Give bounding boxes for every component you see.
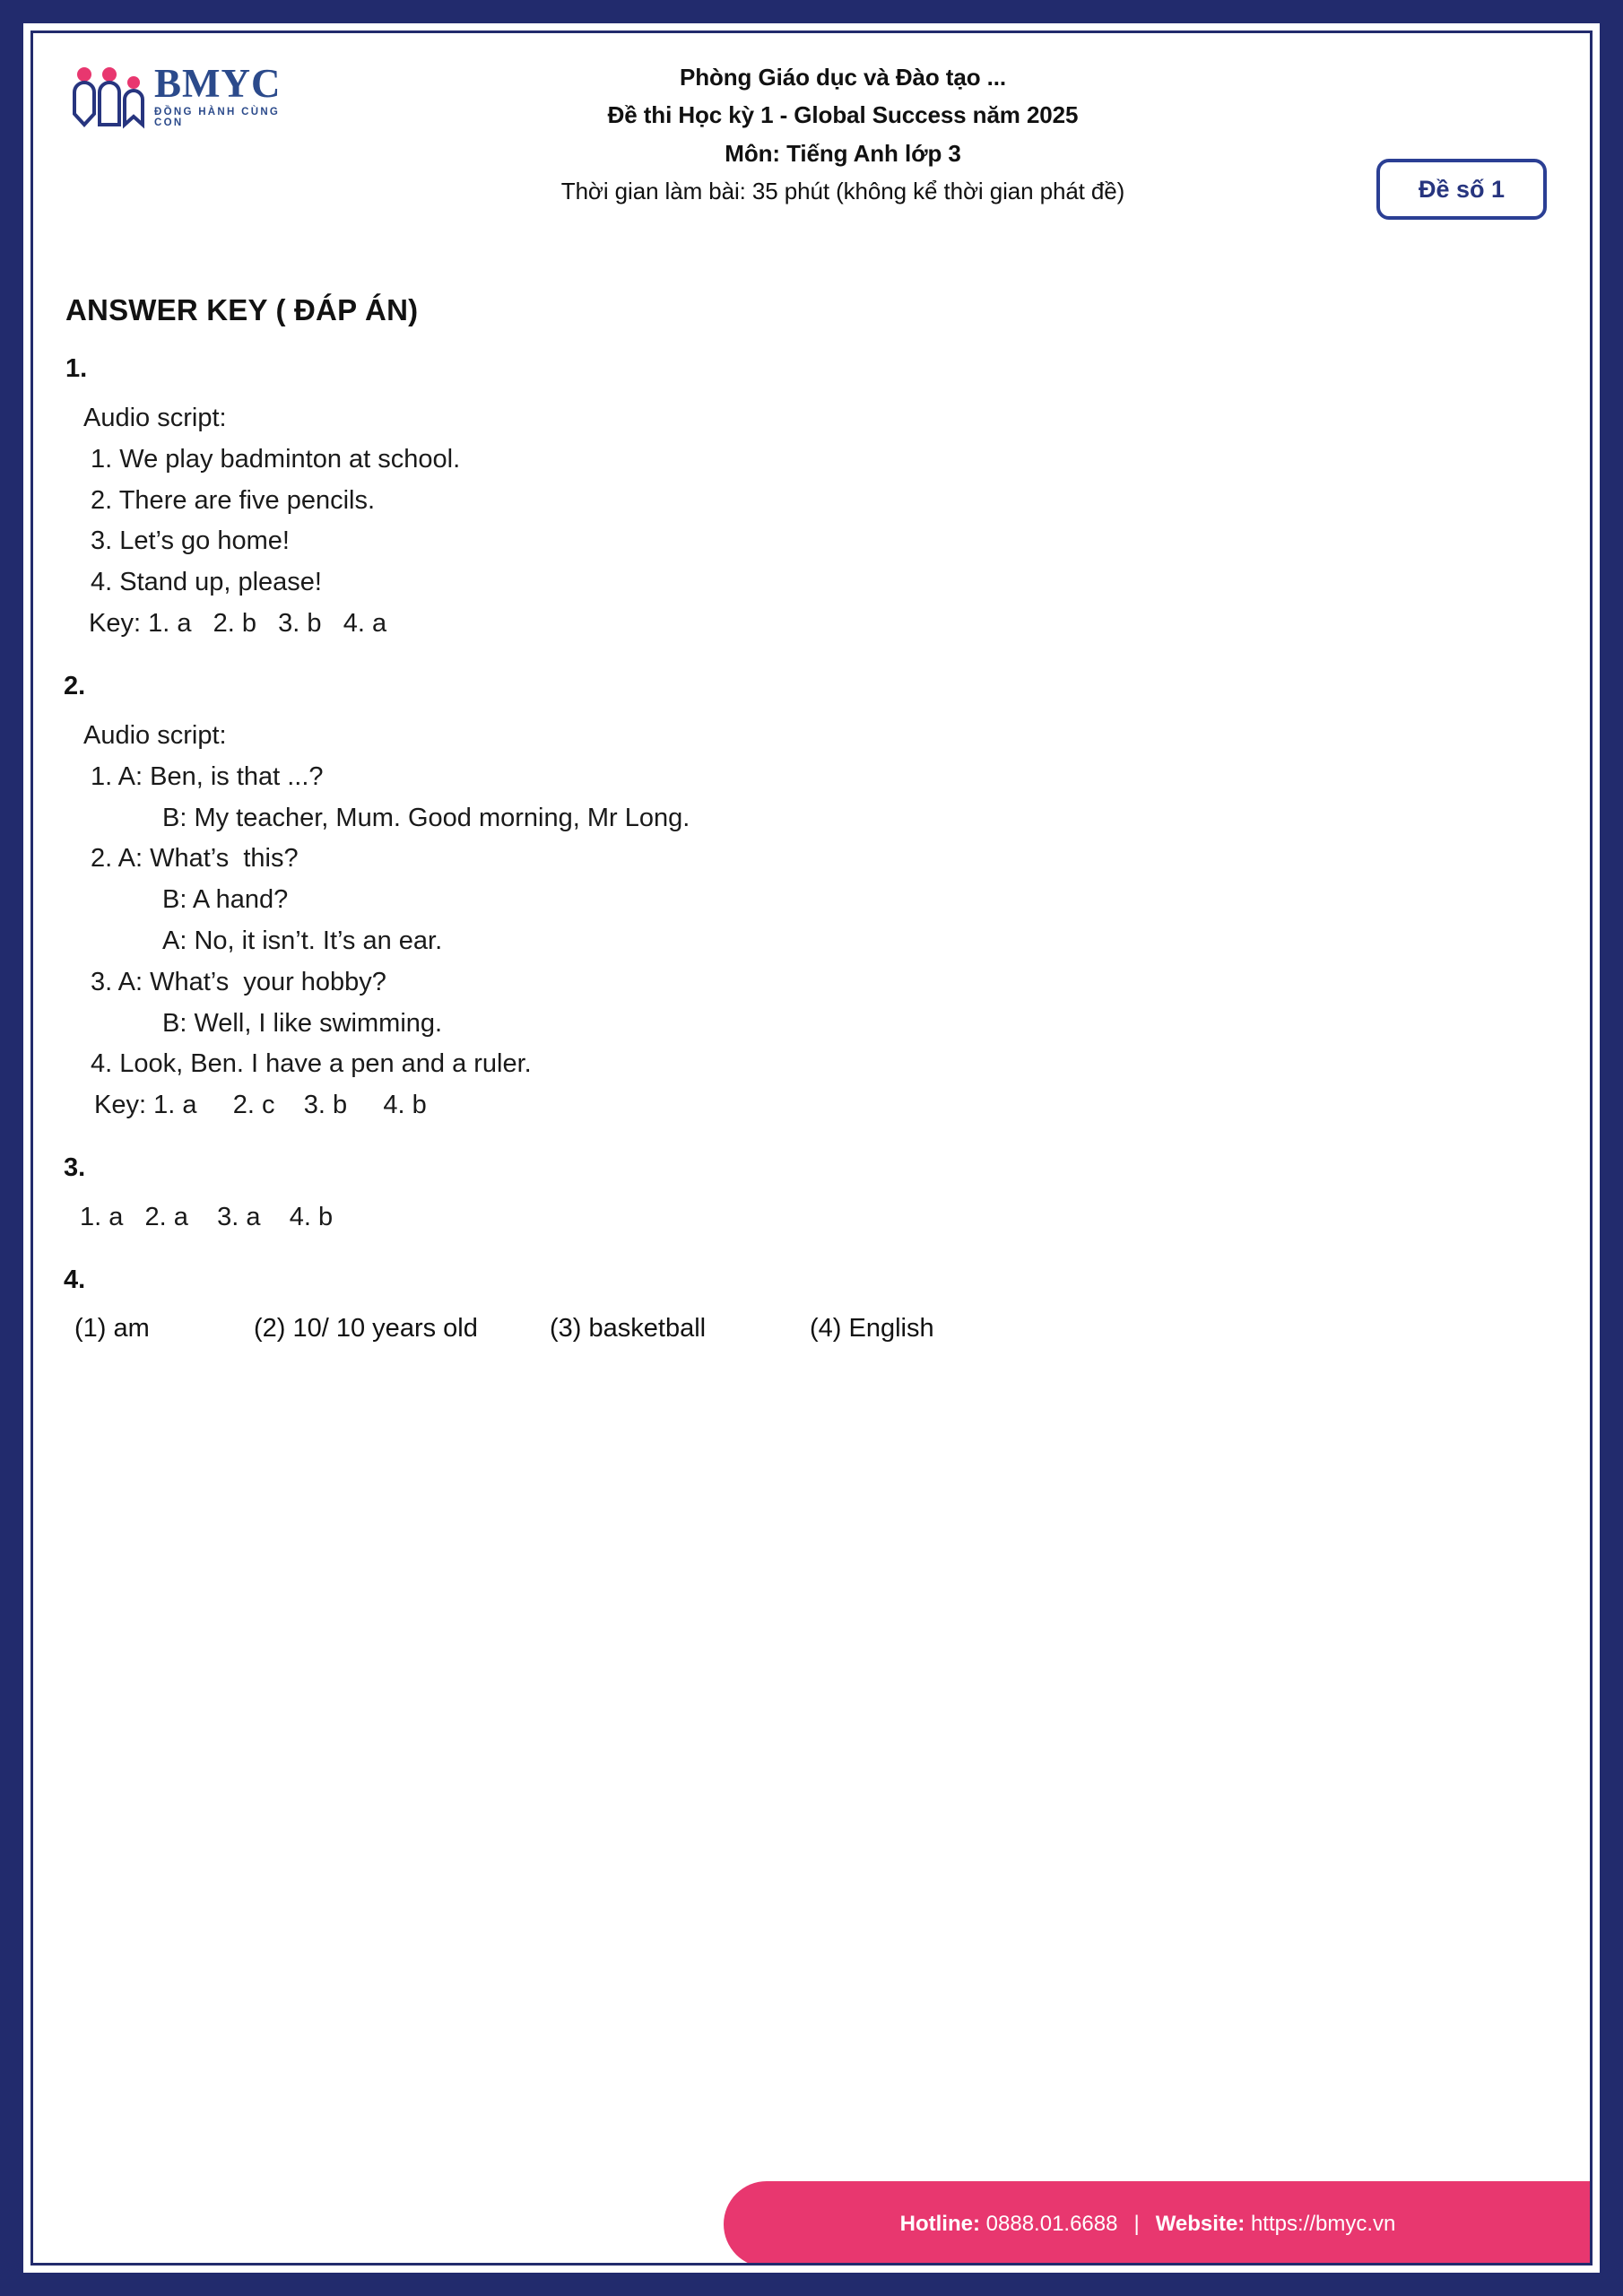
section-4-answers [74, 1309, 1554, 1349]
section-1-audio-label: Audio script: [83, 404, 227, 432]
section-2-script-line: A: No, it isn’t. It’s an ear. [162, 926, 443, 955]
section-2 [64, 672, 1554, 1126]
footer-hotline-value: 0888.01.6688 [985, 2212, 1118, 2236]
section-2-script-line: B: A hand? [162, 885, 289, 915]
section-4-number: 4. [64, 1265, 86, 1294]
page-header [33, 33, 1590, 293]
section-2-script-line: 4. Look, Ben. I have a pen and a ruler. [91, 1049, 532, 1079]
bmyc-logo-words [154, 61, 284, 128]
section-2-script-line: 1. A: Ben, is that ...? [91, 761, 324, 791]
header-line-subject: Môn: Tiếng Anh lớp 3 [725, 139, 961, 167]
exam-code-badge: Đề số 1 [1376, 159, 1547, 220]
page-sheet [33, 33, 1590, 2263]
section-1-key: Key: 1. a 2. b 3. b 4. a [89, 609, 387, 639]
bmyc-logo-mark-icon [69, 65, 152, 132]
bmyc-logo [69, 62, 284, 139]
section-2-audio-label: Audio script: [83, 720, 227, 750]
header-line-department: Phòng Giáo dục và Đào tạo ... [679, 64, 1007, 91]
header-title-block [302, 58, 1384, 211]
footer-space-1 [980, 2212, 986, 2236]
footer-space-2 [1245, 2212, 1251, 2236]
section-4-blank-4: (4) English [810, 1313, 934, 1343]
section-1-script-line: 1. We play badminton at school. [91, 444, 461, 474]
footer-hotline-label: Hotline: [899, 2212, 980, 2236]
header-line-exam-title: Đề thi Học kỳ 1 - Global Success năm 2025 [607, 101, 1079, 129]
section-1-script-line: 2. There are five pencils. [91, 485, 376, 515]
section-4 [64, 1265, 1554, 1349]
header-line-duration: Thời gian làm bài: 35 phút (không kể thời gian phát đề) [560, 178, 1125, 205]
section-2-number: 2. [64, 671, 86, 700]
section-2-script-line: 2. A: What’s this? [91, 844, 299, 874]
footer-website-value: https://bmyc.vn [1250, 2212, 1396, 2236]
section-2-script-line: B: Well, I like swimming. [162, 1008, 443, 1038]
section-4-blank-1: (1) am [74, 1313, 150, 1343]
section-2-key: Key: 1. a 2. c 3. b 4. b [94, 1091, 427, 1120]
page-title: ANSWER KEY ( ĐÁP ÁN) [65, 293, 419, 326]
footer-website-label: Website: [1155, 2212, 1245, 2236]
footer-contact-bar [724, 2181, 1590, 2263]
bmyc-tagline: ĐỒNG HÀNH CÙNG CON [154, 107, 281, 128]
section-2-script-line: 3. A: What’s your hobby? [91, 967, 386, 996]
bmyc-brand-text: BMYC [154, 61, 282, 106]
section-3 [64, 1153, 1554, 1239]
section-1 [64, 354, 1554, 645]
section-4-blank-3: (3) basketball [550, 1313, 707, 1343]
section-2-script-line: B: My teacher, Mum. Good morning, Mr Long. [162, 803, 690, 832]
section-3-number: 3. [64, 1153, 86, 1182]
section-3-answers: 1. a 2. a 3. a 4. b [80, 1203, 334, 1231]
footer-separator: | [1133, 2212, 1140, 2236]
section-4-blank-2: (2) 10/ 10 years old [254, 1313, 478, 1343]
section-1-script-line: 3. Let’s go home! [91, 526, 290, 556]
footer-contact-text [900, 2212, 1396, 2237]
section-1-script-line: 4. Stand up, please! [91, 568, 322, 597]
section-1-number: 1. [65, 354, 88, 383]
answer-key-content [33, 293, 1590, 1348]
